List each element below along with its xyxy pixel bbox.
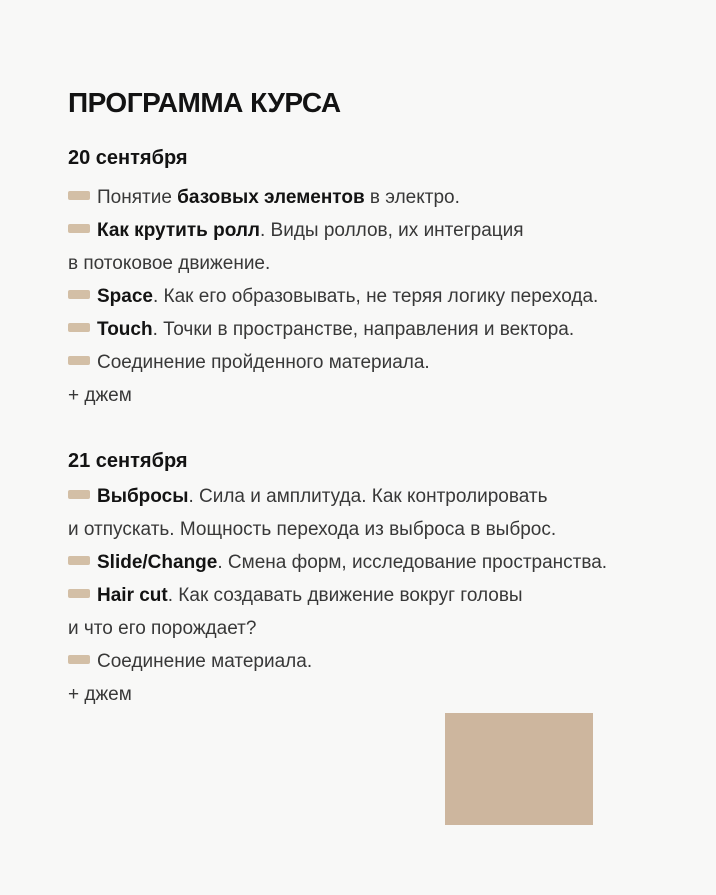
dash-bullet-icon xyxy=(68,224,90,233)
list-item xyxy=(68,280,658,313)
item-text: . Сила и амплитуда. Как контролировать xyxy=(188,486,548,507)
item-text: Соединение пройденного материала. xyxy=(97,352,430,373)
item-term: Touch xyxy=(97,319,153,340)
item-text: в потоковое движение. xyxy=(68,253,271,274)
item-text: . Как его образовывать, не теряя логику перехода. xyxy=(152,286,599,307)
section-sept-20 xyxy=(68,145,658,412)
item-term: базовых элементов xyxy=(177,187,365,208)
item-text: Соединение материала. xyxy=(97,651,313,672)
jam-note-21: + джем xyxy=(68,684,132,705)
item-term: Выбросы xyxy=(97,486,189,507)
item-text: и отпускать. Мощность перехода из выброса в выброс. xyxy=(68,519,557,540)
item-term: Как крутить ролл xyxy=(97,220,260,241)
item-text: Понятие xyxy=(97,187,178,208)
dash-bullet-icon xyxy=(68,356,90,365)
dash-bullet-icon xyxy=(68,490,90,499)
dash-bullet-icon xyxy=(68,556,90,565)
section-date-21: 21 сентября xyxy=(68,450,188,472)
dash-bullet-icon xyxy=(68,589,90,598)
section-date-20: 20 сентября xyxy=(68,147,188,169)
item-text: . Смена форм, исследование пространства. xyxy=(217,552,608,573)
page-title: ПРОГРАММА КУРСА xyxy=(68,87,341,118)
section-items-20 xyxy=(68,181,658,379)
dash-bullet-icon xyxy=(68,655,90,664)
list-item xyxy=(68,645,658,678)
list-item xyxy=(68,313,658,346)
section-sept-21 xyxy=(68,448,658,711)
dash-bullet-icon xyxy=(68,323,90,332)
list-item xyxy=(68,480,658,546)
item-text: . Виды роллов, их интеграция xyxy=(259,220,524,241)
decor-rectangle xyxy=(445,713,593,825)
dash-bullet-icon xyxy=(68,191,90,200)
item-text: в электро. xyxy=(364,187,460,208)
list-item xyxy=(68,181,658,214)
list-item xyxy=(68,214,658,280)
item-term: Space xyxy=(97,286,153,307)
content-column xyxy=(68,0,658,711)
item-text: и что его порождает? xyxy=(68,618,257,639)
section-items-21 xyxy=(68,480,658,678)
item-term: Slide/Change xyxy=(97,552,218,573)
item-term: Hair cut xyxy=(97,585,168,606)
list-item xyxy=(68,346,658,379)
item-text: . Точки в пространстве, направления и вектора. xyxy=(152,319,575,340)
item-text: . Как создавать движение вокруг головы xyxy=(167,585,523,606)
dash-bullet-icon xyxy=(68,290,90,299)
jam-note-20: + джем xyxy=(68,385,132,406)
list-item xyxy=(68,579,658,645)
list-item xyxy=(68,546,658,579)
